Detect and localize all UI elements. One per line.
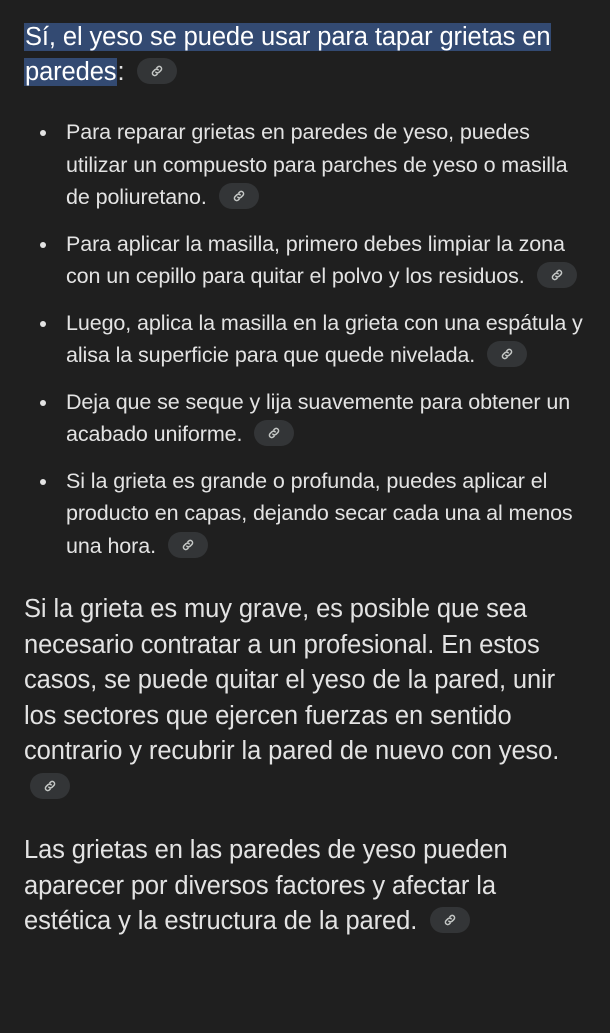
bullet-dot [40, 242, 46, 248]
list-item [24, 228, 586, 293]
bullet-dot [40, 400, 46, 406]
answer-paragraph [24, 592, 586, 805]
headline-highlight: Sí, el yeso se puede usar para tapar grietas en paredes [25, 23, 551, 86]
paragraph-text: Las grietas en las paredes de yeso pueden aparecer por diversos factores y afectar la estética y la estructura de la pared. [24, 836, 508, 935]
link-icon [181, 538, 195, 552]
source-link-chip[interactable] [537, 262, 577, 288]
list-item [24, 116, 586, 214]
list-item-text: Para reparar grietas en paredes de yeso, puedes utilizar un compuesto para parches de yeso o masilla de poliuretano. [66, 120, 568, 209]
link-icon [150, 64, 164, 78]
list-item [24, 386, 586, 451]
source-link-chip[interactable] [430, 907, 470, 933]
bullet-dot [40, 130, 46, 136]
source-link-chip[interactable] [487, 341, 527, 367]
link-icon [500, 347, 514, 361]
source-link-chip[interactable] [30, 773, 70, 799]
source-link-chip[interactable] [254, 420, 294, 446]
steps-list [24, 116, 586, 562]
paragraph-text: Si la grieta es muy grave, es posible que sea necesario contratar a un profesional. En estos casos, se puede quitar el yeso de la pared, unir los sectores que ejercen fuerzas en sentido contrario y recubrir la pared de nuevo con yeso. [24, 595, 560, 765]
list-item-text: Si la grieta es grande o profunda, puedes aplicar el producto en capas, dejando secar cada una al menos una hora. [66, 468, 573, 558]
link-icon [443, 913, 457, 927]
answer-paragraph [24, 833, 586, 940]
headline-suffix: : [117, 58, 125, 86]
link-icon [267, 426, 281, 440]
source-link-chip[interactable] [137, 58, 177, 84]
link-icon [43, 779, 57, 793]
link-icon [232, 189, 246, 203]
source-link-chip[interactable] [219, 183, 259, 209]
answer-headline [24, 20, 586, 90]
bullet-dot [40, 479, 46, 485]
list-item-text: Luego, aplica la masilla en la grieta con una espátula y alisa la superficie para que quede nivelada. [66, 310, 583, 367]
list-item-text: Deja que se seque y lija suavemente para obtener un acabado uniforme. [66, 389, 571, 446]
source-link-chip[interactable] [168, 532, 208, 558]
list-item [24, 307, 586, 372]
list-item-text: Para aplicar la masilla, primero debes limpiar la zona con un cepillo para quitar el polvo y los residuos. [66, 231, 565, 288]
list-item [24, 465, 586, 563]
bullet-dot [40, 321, 46, 327]
link-icon [550, 268, 564, 282]
